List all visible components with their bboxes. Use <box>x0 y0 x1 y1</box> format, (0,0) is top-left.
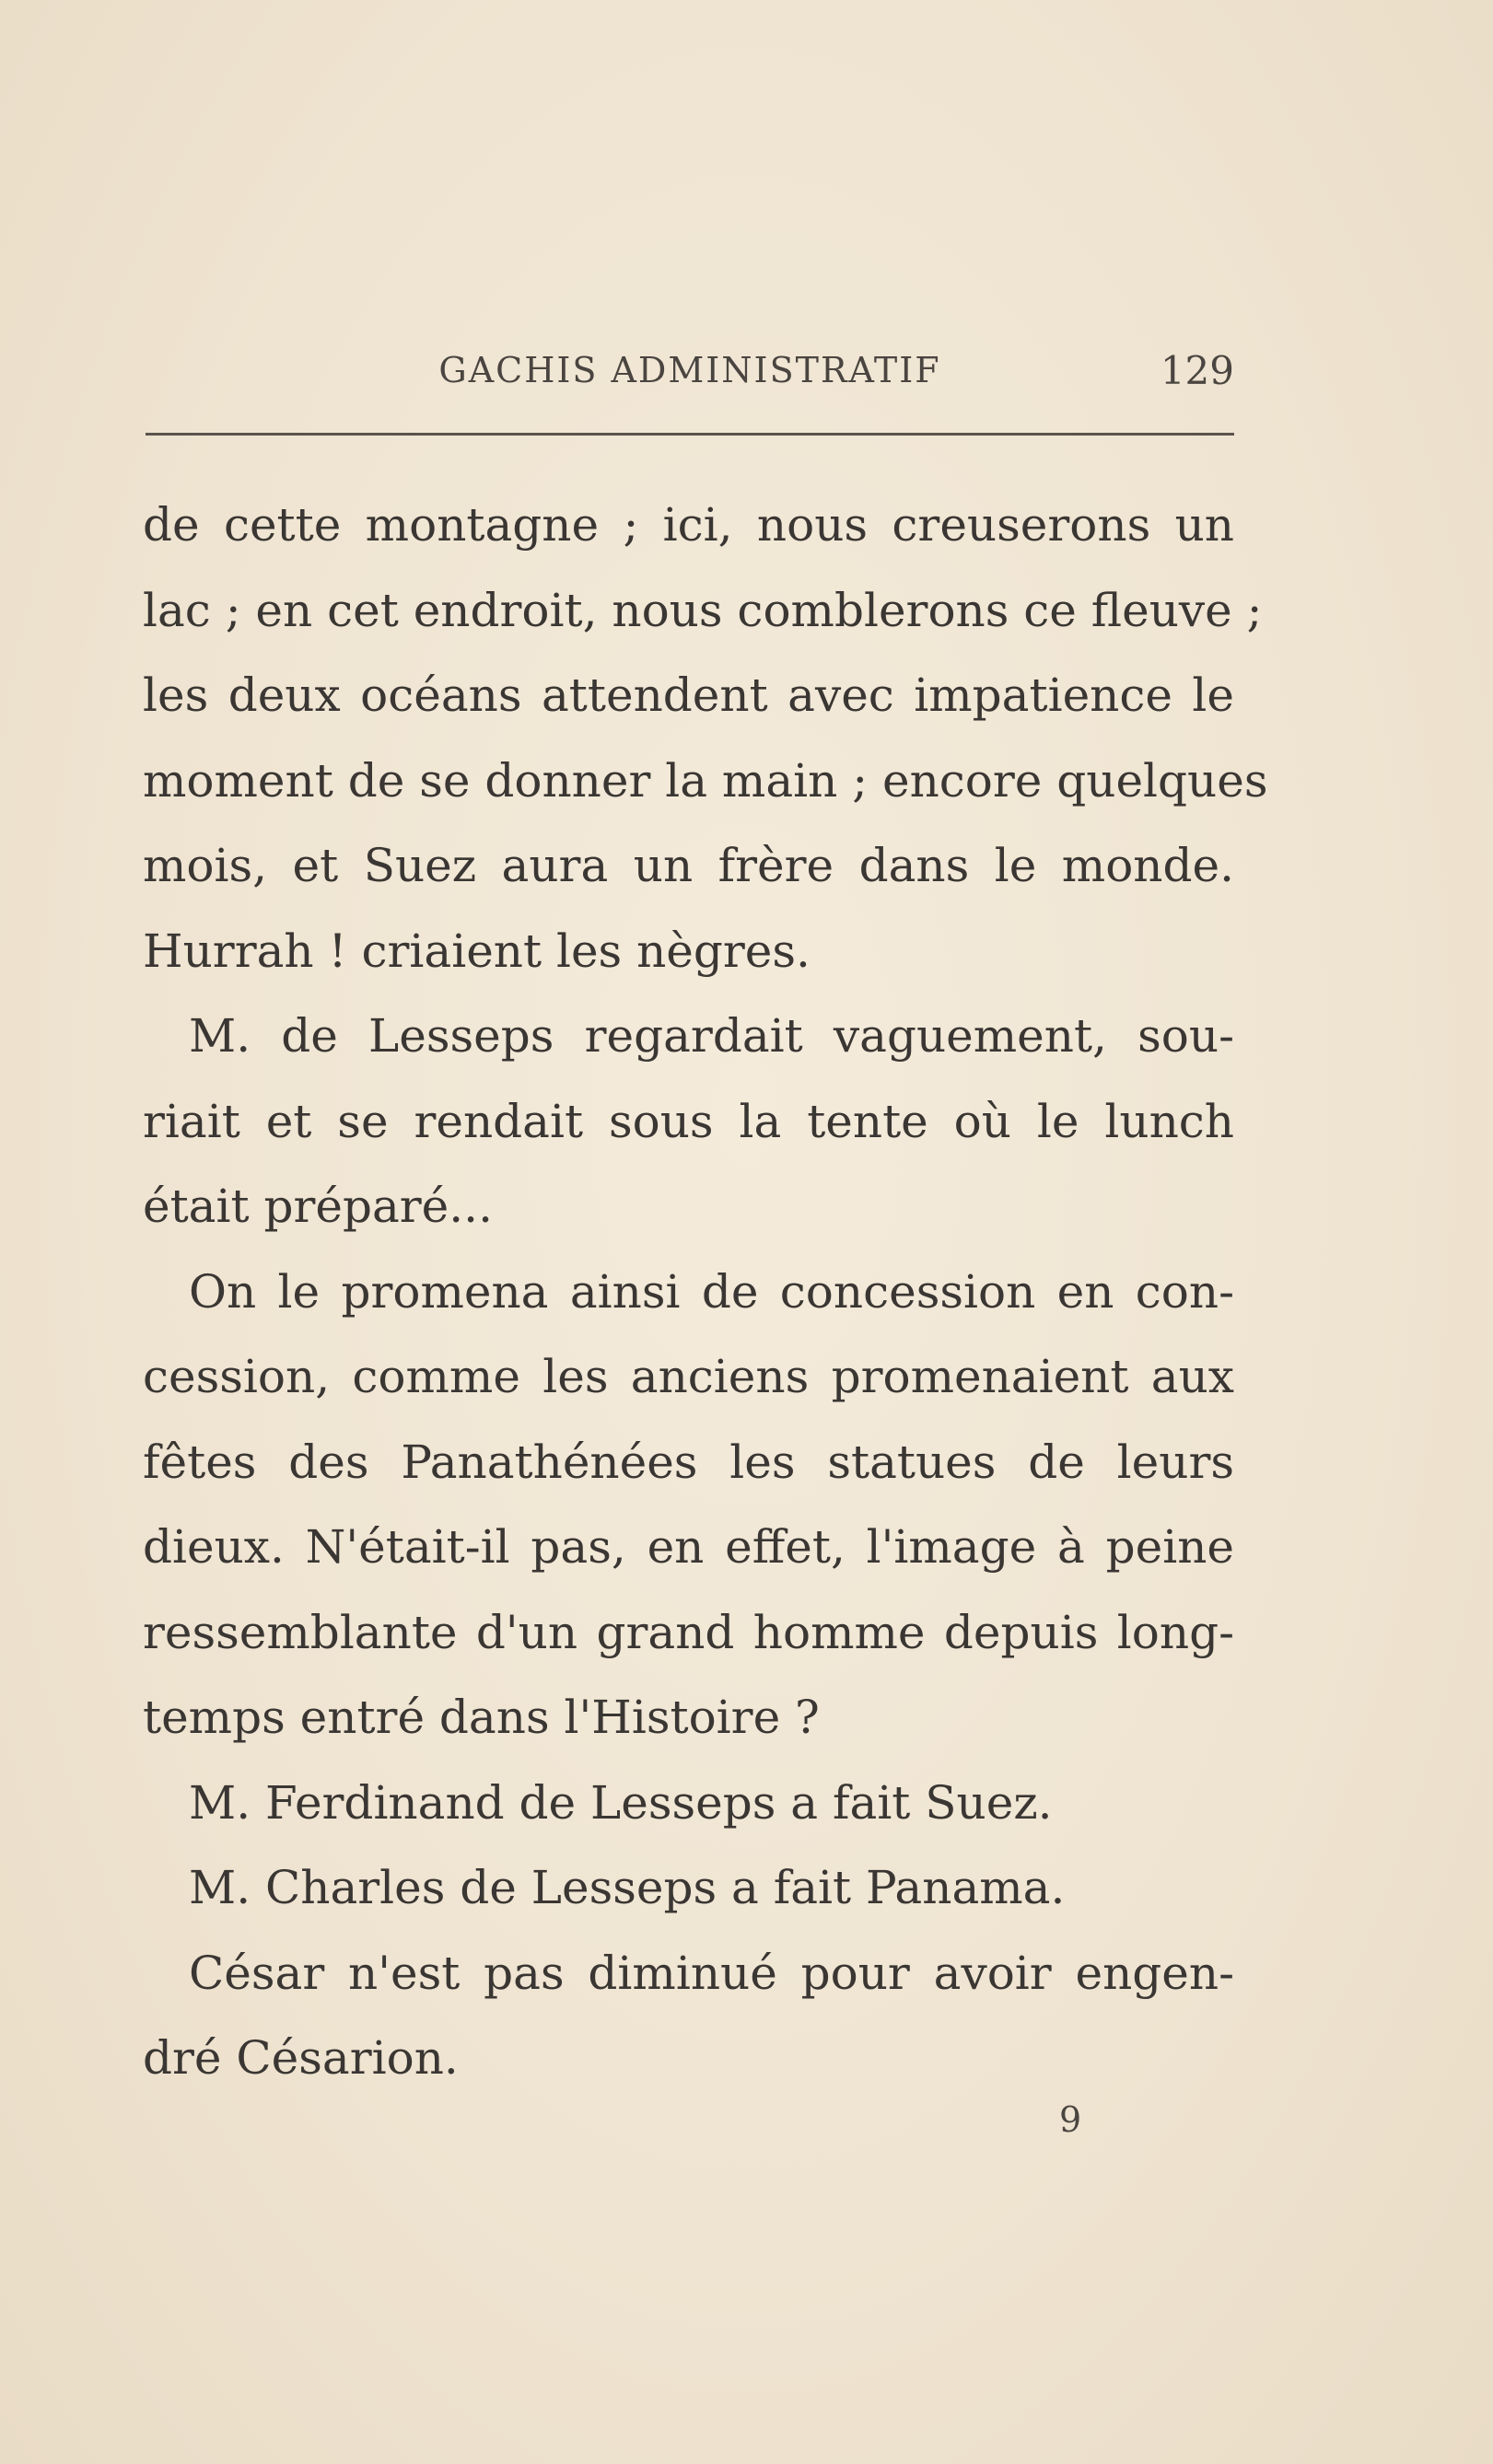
text-line: dré Césarion. <box>143 2031 459 2085</box>
text-line: moment de se donner la main ; encore quelques <box>143 753 1268 808</box>
text-line: M. de Lesseps regardait vaguement, sou- <box>189 1009 1234 1063</box>
header-rule <box>146 433 1234 436</box>
text-line: On le promena ainsi de concession en con- <box>189 1264 1234 1319</box>
text-line: César n'est pas diminué pour avoir engen- <box>189 1946 1234 2000</box>
text-line: Hurrah ! criaient les nègres. <box>143 924 811 978</box>
text-line: dieux. N'était-il pas, en effet, l'image à peine <box>143 1520 1234 1574</box>
text-line: fêtes des Panathénées les statues de leurs <box>143 1435 1234 1489</box>
text-line: les deux océans attendent avec impatience le <box>143 668 1234 722</box>
text-line: temps entré dans l'Histoire ? <box>143 1691 820 1744</box>
text-line: cession, comme les anciens promenaient aux <box>143 1350 1234 1403</box>
running-head <box>146 350 1234 405</box>
running-head-title: GACHIS ADMINISTRATIF <box>438 350 941 390</box>
text-line: était préparé... <box>143 1180 493 1233</box>
text-line: riait et se rendait sous la tente où le lunch <box>143 1094 1234 1148</box>
text-line: mois, et Suez aura un frère dans le monde. <box>143 839 1234 892</box>
signature-mark: 9 <box>1059 2099 1082 2140</box>
body-text <box>143 482 1268 2101</box>
text-line: ressemblante d'un grand homme depuis long- <box>143 1605 1234 1659</box>
text-line: de cette montagne ; ici, nous creuserons un <box>143 498 1234 552</box>
page-number: 129 <box>1160 348 1234 393</box>
text-line: M. Charles de Lesseps a fait Panama. <box>189 1861 1066 1914</box>
text-line: lac ; en cet endroit, nous comblerons ce fleuve ; <box>143 583 1263 637</box>
text-line: M. Ferdinand de Lesseps a fait Suez. <box>189 1775 1053 1830</box>
